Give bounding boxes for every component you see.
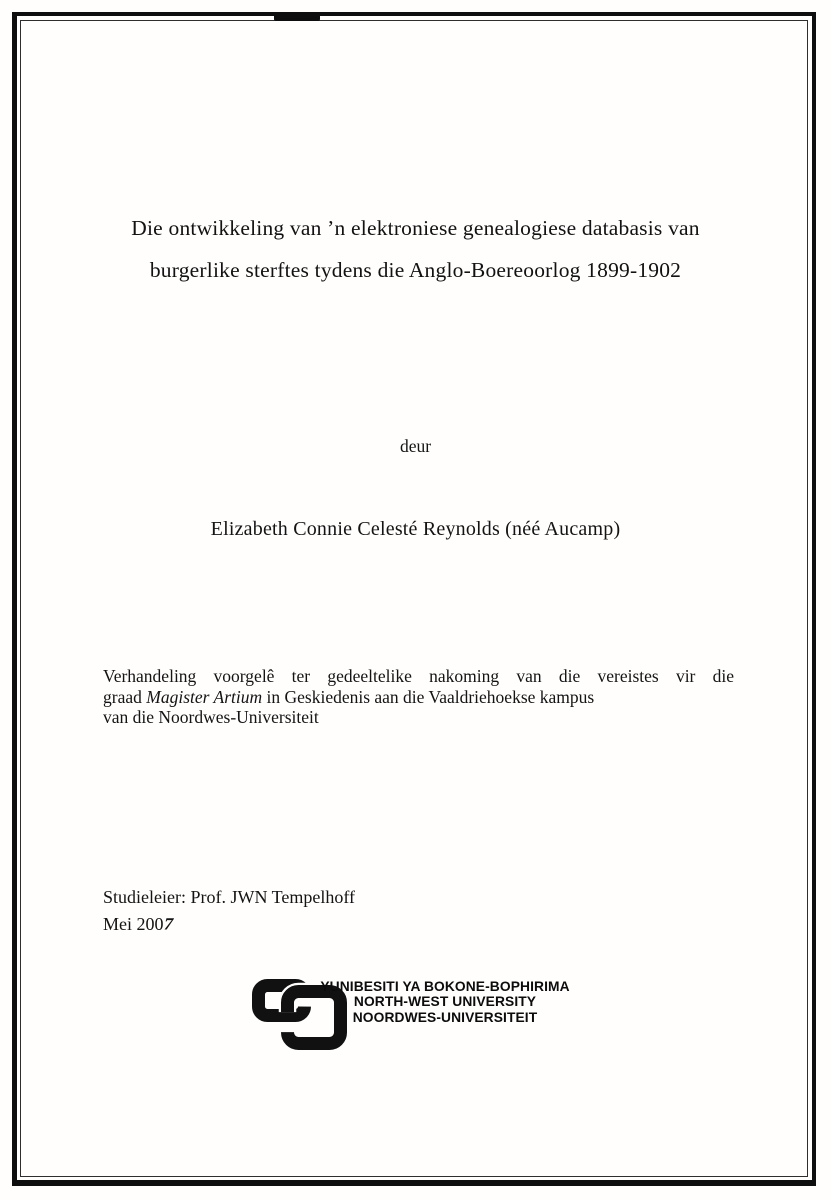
degree-declaration	[103, 666, 734, 728]
supervisor-line: Studieleier: Prof. JWN Tempelhoff	[103, 887, 356, 907]
university-logo	[250, 977, 595, 1057]
degree-name-italic: Magister Artium	[146, 686, 263, 707]
thesis-title-line1: Die ontwikkeling van ’n elektroniese genealogiese databasis van	[131, 216, 700, 240]
logo-line-afrikaans: NOORDWES-UNIVERSITEIT	[352, 1009, 538, 1025]
scan-artifact-blob	[274, 14, 320, 21]
date-line	[103, 911, 355, 938]
declaration-line3: van die Noordwes-Universiteit	[103, 707, 319, 727]
byline-deur: deur	[399, 436, 432, 456]
declaration-line2	[103, 687, 734, 708]
date-prefix: Mei 200	[103, 913, 164, 934]
university-logo-text	[314, 979, 576, 1025]
thesis-title	[0, 207, 831, 291]
declaration-line2-post: in Geskiedenis aan die Vaaldriehoekse kampus	[262, 686, 595, 707]
supervisor-block	[103, 884, 355, 937]
author-name: Elizabeth Connie Celesté Reynolds (néé Aucamp)	[210, 518, 621, 540]
logo-line-english: NORTH-WEST UNIVERSITY	[353, 994, 537, 1010]
declaration-line2-pre: graad	[103, 686, 147, 707]
logo-line-setswana: YUNIBESITI YA BOKONE-BOPHIRIMA	[320, 979, 570, 994]
declaration-line1: Verhandeling voorgelê ter gedeeltelike nakoming van die vereistes vir die	[103, 666, 734, 686]
date-digit: 7	[161, 914, 175, 934]
thesis-title-line2: burgerlike sterftes tydens die Anglo-Boereoorlog 1899-1902	[149, 258, 682, 282]
